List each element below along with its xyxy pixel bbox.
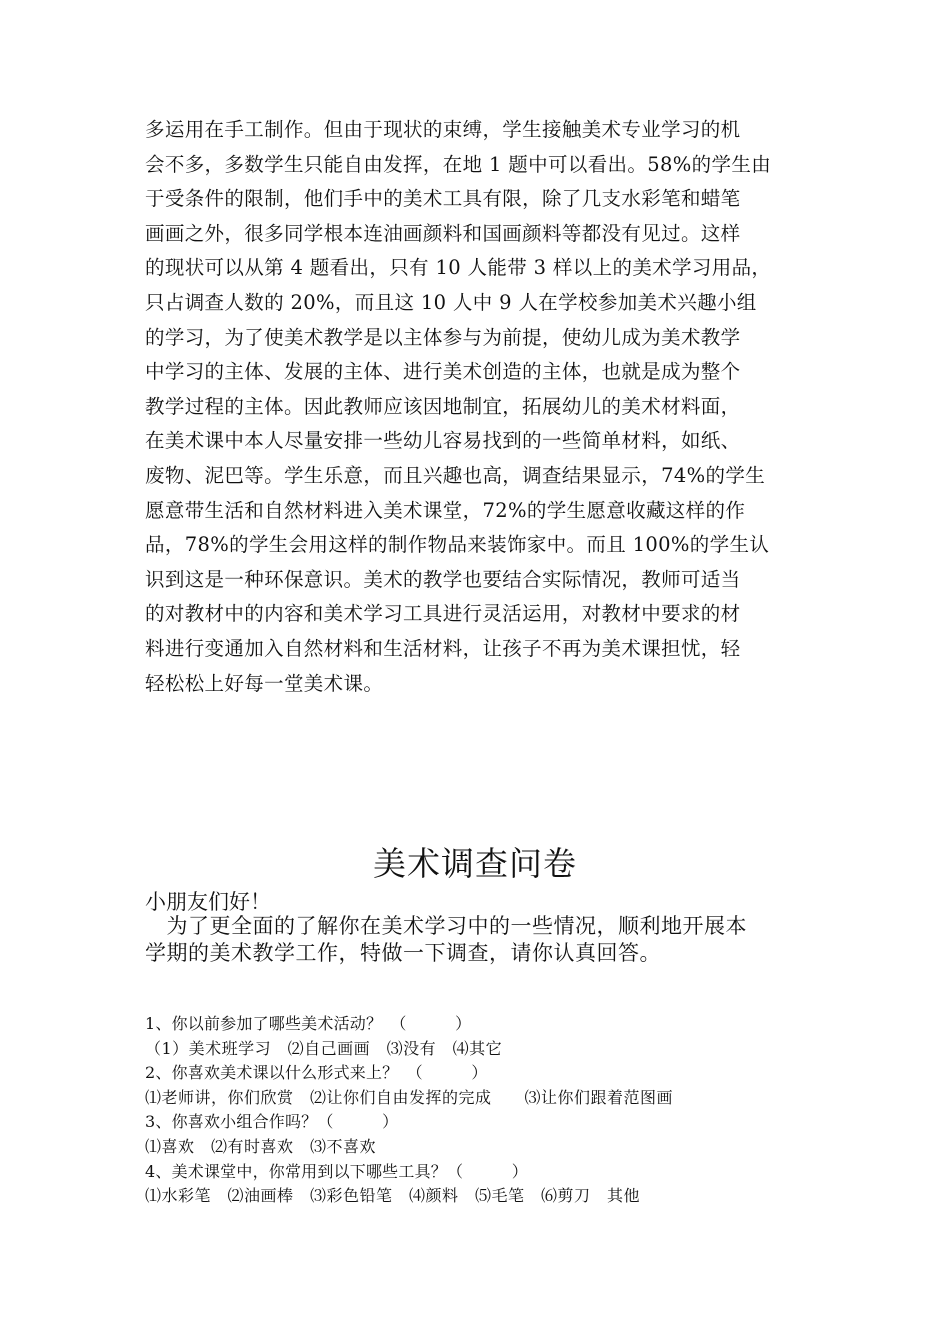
paragraph-line: 废物、泥巴等。学生乐意，而且兴趣也高，调查结果显示，74%的学生 [145, 463, 766, 487]
paragraph-line: 中学习的主体、发展的主体、进行美术创造的主体，也就是成为整个 [145, 360, 741, 384]
survey-questions [145, 1012, 845, 1209]
question-2-options: ⑴老师讲，你们欣赏 ⑵让你们自由发挥的完成 ⑶让你们跟着范图画 [145, 1087, 674, 1107]
paragraph-line: 的现状可以从第 4 题看出，只有 10 人能带 3 样以上的美术学习用品， [145, 256, 772, 280]
question-3: 3、你喜欢小组合作吗？（ ） [145, 1112, 399, 1132]
question-4: 4、美术课堂中，你常用到以下哪些工具？（ ） [145, 1161, 528, 1181]
paragraph-line: 于受条件的限制，他们手中的美术工具有限，除了几支水彩笔和蜡笔 [145, 187, 741, 211]
survey-intro [145, 913, 815, 967]
paragraph-line: 料进行变通加入自然材料和生活材料，让孩子不再为美术课担忧，轻 [145, 636, 741, 660]
paragraph-line: 的学习，为了使美术教学是以主体参与为前提，使幼儿成为美术教学 [145, 325, 741, 349]
survey-greeting: 小朋友们好！ [145, 890, 271, 914]
paragraph-line: 的对教材中的内容和美术学习工具进行灵活运用，对教材中要求的材 [145, 602, 741, 626]
intro-line: 为了更全面的了解你在美术学习中的一些情况，顺利地开展本 [145, 914, 747, 938]
question-2: 2、你喜欢美术课以什么形式来上？ （ ） [145, 1063, 488, 1083]
analysis-paragraph [145, 113, 815, 701]
intro-line: 学期的美术教学工作，特做一下调查，请你认真回答。 [145, 941, 661, 965]
survey-title: 美术调查问卷 [373, 844, 577, 883]
paragraph-line: 愿意带生活和自然材料进入美术课堂，72%的学生愿意收藏这样的作 [145, 498, 746, 522]
paragraph-line: 画画之外，很多同学根本连油画颜料和国画颜料等都没有见过。这样 [145, 221, 741, 245]
paragraph-line: 品，78%的学生会用这样的制作物品来装饰家中。而且 100%的学生认 [145, 533, 770, 557]
paragraph-line: 识到这是一种环保意识。美术的教学也要结合实际情况，教师可适当 [145, 567, 741, 591]
paragraph-line: 教学过程的主体。因此教师应该因地制宜，拓展幼儿的美术材料面， [145, 394, 741, 418]
paragraph-line: 在美术课中本人尽量安排一些幼儿容易找到的一些简单材料，如纸、 [145, 429, 741, 453]
paragraph-line: 只占调查人数的 20%，而且这 10 人中 9 人在学校参加美术兴趣小组 [145, 290, 757, 314]
question-3-options: ⑴喜欢 ⑵有时喜欢 ⑶不喜欢 [145, 1136, 377, 1156]
question-4-options: ⑴水彩笔 ⑵油画棒 ⑶彩色铅笔 ⑷颜料 ⑸毛笔 ⑹剪刀 其他 [145, 1186, 641, 1206]
paragraph-line: 会不多，多数学生只能自由发挥，在地 1 题中可以看出。58%的学生由 [145, 152, 772, 176]
paragraph-line: 轻松松上好每一堂美术课。 [145, 671, 384, 695]
paragraph-line: 多运用在手工制作。但由于现状的束缚，学生接触美术专业学习的机 [145, 118, 741, 141]
question-1: 1、你以前参加了哪些美术活动？ （ ） [145, 1014, 472, 1033]
question-1-options: （1）美术班学习 ⑵自己画画 ⑶没有 ⑷其它 [145, 1038, 503, 1058]
